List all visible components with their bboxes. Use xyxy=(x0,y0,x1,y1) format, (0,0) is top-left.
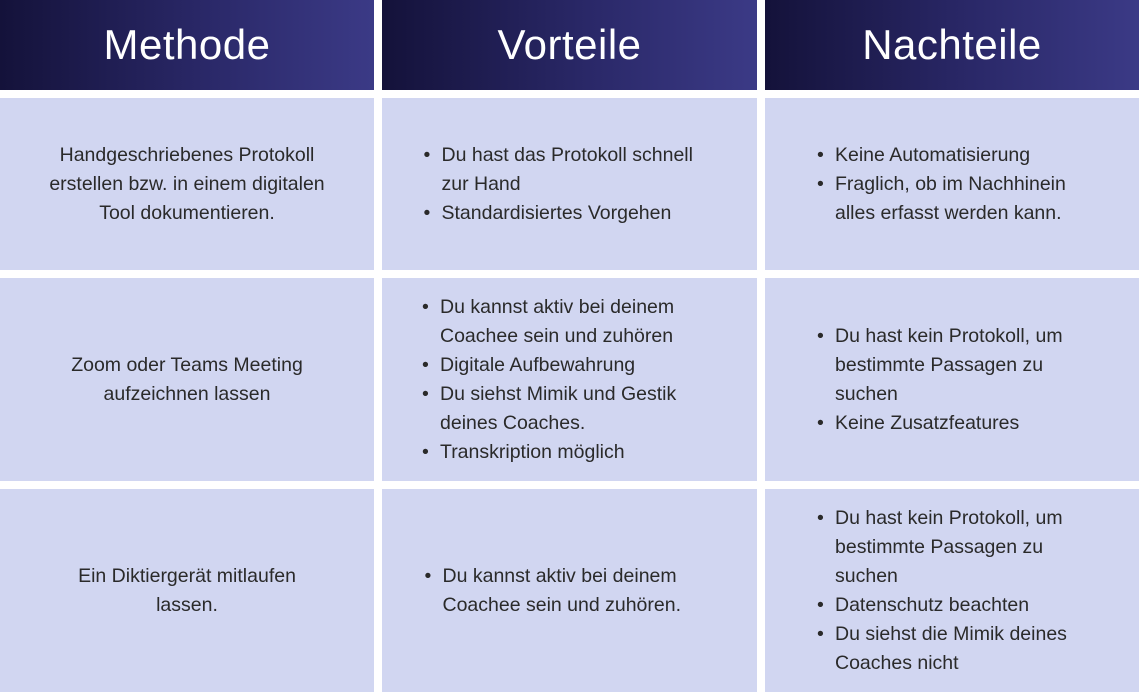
row-2-method: Zoom oder Teams Meeting aufzeichnen lassen xyxy=(71,353,303,405)
row-3-method-cell xyxy=(0,489,374,692)
row-1-pros-cell xyxy=(382,98,757,270)
row-2-pros-list xyxy=(422,293,717,467)
list-item: • Datenschutz beachten xyxy=(817,591,1087,620)
row-3-cons-list xyxy=(817,504,1087,678)
list-item: • Du hast kein Protokoll, um bestimmte Passagen zu suchen xyxy=(817,504,1087,591)
row-1-method-cell xyxy=(0,98,374,270)
list-item: • Standardisiertes Vorgehen xyxy=(424,199,716,228)
row-3-method: Ein Diktiergerät mitlaufen lassen. xyxy=(78,564,296,616)
list-item: • Du kannst aktiv bei deinem Coachee sein und zuhören xyxy=(422,293,717,351)
header-nachteile: Nachteile xyxy=(765,0,1139,90)
list-item: • Digitale Aufbewahrung xyxy=(422,351,717,380)
header-vorteile: Vorteile xyxy=(382,0,757,90)
list-item: • Du siehst Mimik und Gestik deines Coaches. xyxy=(422,380,717,438)
list-item: • Du kannst aktiv bei deinem Coachee sein und zuhören. xyxy=(425,562,715,620)
row-2-pros-cell xyxy=(382,278,757,481)
list-item: • Du hast kein Protokoll, um bestimmte Passagen zu suchen xyxy=(817,322,1087,409)
header-methode: Methode xyxy=(0,0,374,90)
row-1-cons-cell xyxy=(765,98,1139,270)
row-1-cons-list xyxy=(817,141,1087,228)
list-item: • Du siehst die Mimik deines Coaches nicht xyxy=(817,620,1087,678)
row-3-pros-cell xyxy=(382,489,757,692)
list-item: • Du hast das Protokoll schnell zur Hand xyxy=(424,141,716,199)
list-item: • Transkription möglich xyxy=(422,438,717,467)
row-3-pros-list xyxy=(425,562,715,620)
row-2-cons-list xyxy=(817,322,1087,438)
row-2-cons-cell xyxy=(765,278,1139,481)
list-item: • Keine Automatisierung xyxy=(817,141,1087,170)
row-2-method-cell xyxy=(0,278,374,481)
row-1-method: Handgeschriebenes Protokoll erstellen bzw. in einem digitalen Tool dokumentieren. xyxy=(49,143,325,224)
row-1-pros-list xyxy=(424,141,716,228)
list-item: • Fraglich, ob im Nachhinein alles erfasst werden kann. xyxy=(817,170,1087,228)
row-3-cons-cell xyxy=(765,489,1139,692)
list-item: • Keine Zusatzfeatures xyxy=(817,409,1087,438)
